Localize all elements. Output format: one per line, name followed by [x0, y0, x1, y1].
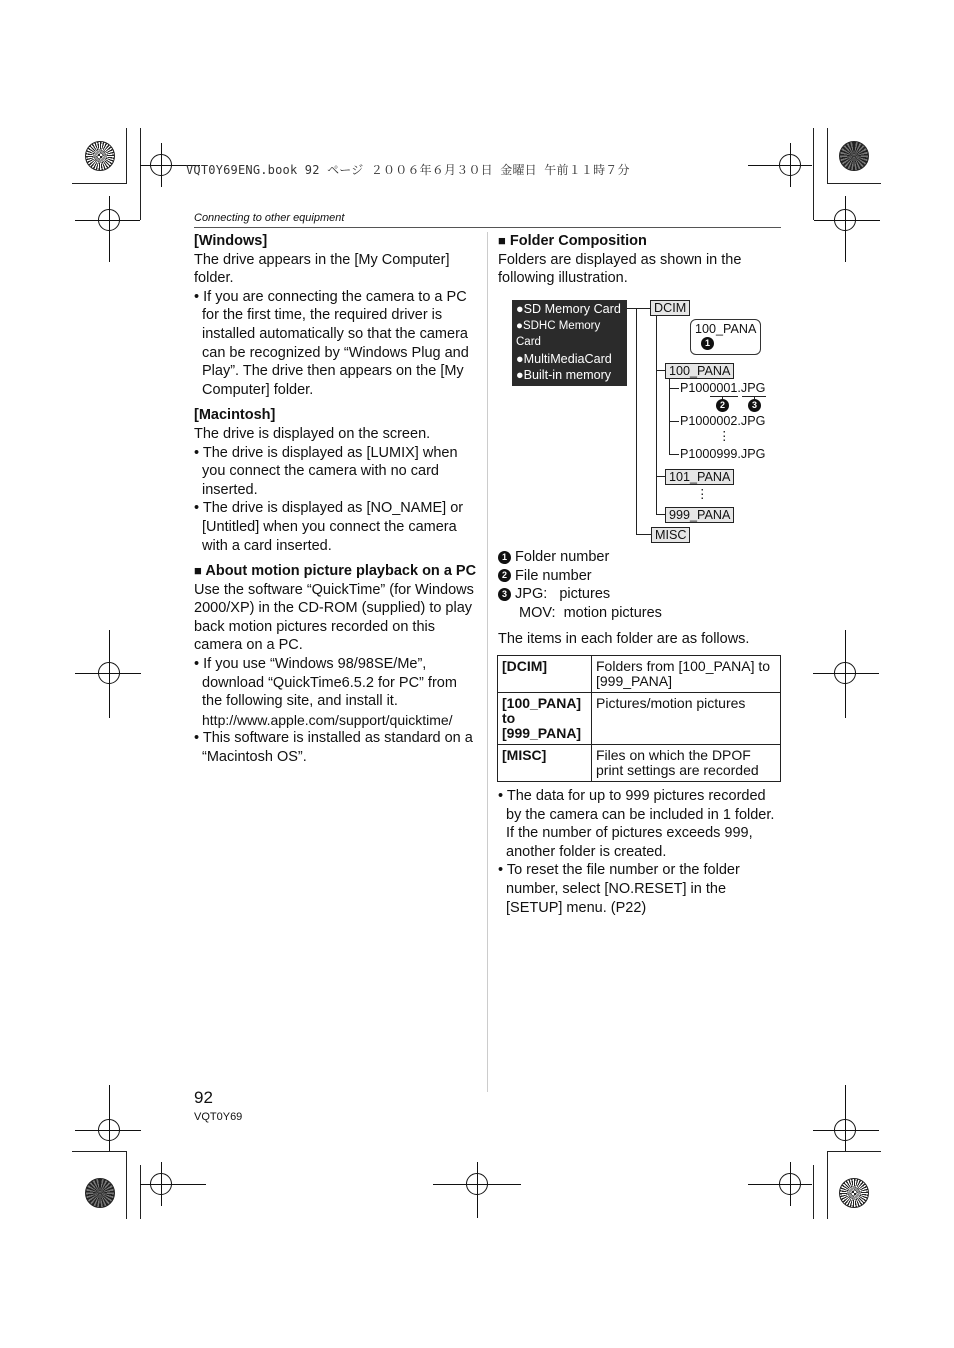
folder-misc: MISC [651, 527, 690, 543]
number-2-icon: 2 [716, 399, 729, 412]
movie-heading: ■ About motion picture playback on a PC [194, 563, 477, 580]
registration-sunburst-icon [839, 1178, 869, 1208]
file-name: P1000001.JPG [680, 381, 766, 395]
notes [498, 787, 782, 917]
macintosh-bullet: • The drive is displayed as [LUMIX] when you connect the camera with no card inserted. [194, 444, 458, 498]
folder-999-pana: 999_PANA [665, 507, 734, 523]
registration-sunburst-icon [839, 141, 869, 171]
ellipsis-icon: ⋮ [718, 429, 731, 443]
media-item: ●SD Memory Card [516, 302, 621, 316]
movie-bullet: • If you use “Windows 98/98SE/Me”, download “QuickTime6.5.2 for PC” from the following site, and install it. [194, 656, 457, 710]
file-name: P1000999.JPG [680, 447, 766, 461]
note-bullet: • To reset the file number or the folder number, select [NO.RESET] in the [SETUP] menu. (P22) [498, 862, 740, 916]
number-3-icon: 3 [498, 588, 511, 601]
header-rule [194, 227, 781, 228]
table-row: [DCIM] Folders from [100_PANA] to [999_PANA] [498, 656, 781, 693]
document-code: VQT0Y69 [194, 1111, 243, 1123]
number-1-icon: 1 [498, 551, 511, 564]
right-column-intro [498, 232, 782, 288]
section-title: Connecting to other equipment [194, 212, 345, 224]
folder-text: Folders are displayed as shown in the following illustration. [498, 251, 742, 287]
number-1-icon: 1 [701, 337, 714, 350]
table-row: [MISC] Files on which the DPOF print settings are recorded [498, 745, 781, 782]
registration-sunburst-icon [85, 141, 115, 171]
square-bullet-icon: ■ [194, 563, 202, 579]
number-3-icon: 3 [748, 399, 761, 412]
folder-100-pana: 100_PANA [665, 363, 734, 379]
diagram-legend: 1 Folder number 2 File number 3 JPG: pictures MOV: motion pictures The items in each folder are as follows. [498, 548, 782, 649]
folder-heading: ■ Folder Composition [498, 233, 647, 249]
windows-heading: [Windows] [194, 233, 268, 249]
windows-text: The drive appears in the [My Computer] folder. [194, 251, 450, 287]
number-2-icon: 2 [498, 569, 511, 582]
quicktime-url: http://www.apple.com/support/quicktime/ [202, 711, 453, 728]
media-item: ●Built-in memory [516, 368, 612, 382]
media-item: ●SDHC Memory Card [516, 319, 601, 348]
folder-number-callout: 100_PANA 1 [690, 319, 761, 355]
items-text: The items in each folder are as follows. [498, 631, 750, 648]
table-row: [100_PANA] to [999_PANA] Pictures/motion pictures [498, 693, 781, 745]
media-item: (DMC-FX3) [522, 384, 587, 399]
media-item: ●MultiMediaCard [516, 351, 612, 366]
page-number: 92 [194, 1088, 213, 1107]
print-header-line: VQT0Y69ENG.book 92 ページ ２００６年６月３０日 金曜日 午前１１時７分 [186, 163, 630, 177]
windows-bullet: • If you are connecting the camera to a PC for the first time, the required driver is installed automatically so that the camera can be recognized by “Windows Plug and Play”. The drive then appears on the [My Computer] folder. [194, 288, 469, 398]
movie-bullet: • This software is installed as standard on a “Macintosh OS”. [194, 730, 473, 766]
folder-101-pana: 101_PANA [665, 469, 734, 485]
media-list [512, 300, 627, 399]
registration-sunburst-icon [85, 1178, 115, 1208]
ellipsis-icon: ⋮ [696, 487, 709, 501]
folder-dcim: DCIM [650, 300, 690, 316]
folder-table [497, 655, 781, 782]
macintosh-heading: [Macintosh] [194, 407, 276, 424]
macintosh-text: The drive is displayed on the screen. [194, 425, 431, 442]
macintosh-bullet: • The drive is displayed as [NO_NAME] or [Untitled] when you connect the camera with a card inserted. [194, 500, 464, 554]
square-bullet-icon: ■ [498, 233, 506, 248]
note-bullet: • The data for up to 999 pictures recorded by the camera can be included in 1 folder. If the number of pictures exceeds 999, another folder is created. [498, 788, 775, 860]
movie-text: Use the software “QuickTime” (for Windows 2000/XP) in the CD-ROM (supplied) to play back motion pictures recorded on this camera on a PC. [194, 581, 474, 654]
file-name: P1000002.JPG [680, 414, 766, 428]
column-divider [487, 232, 488, 1092]
left-column [194, 232, 479, 767]
